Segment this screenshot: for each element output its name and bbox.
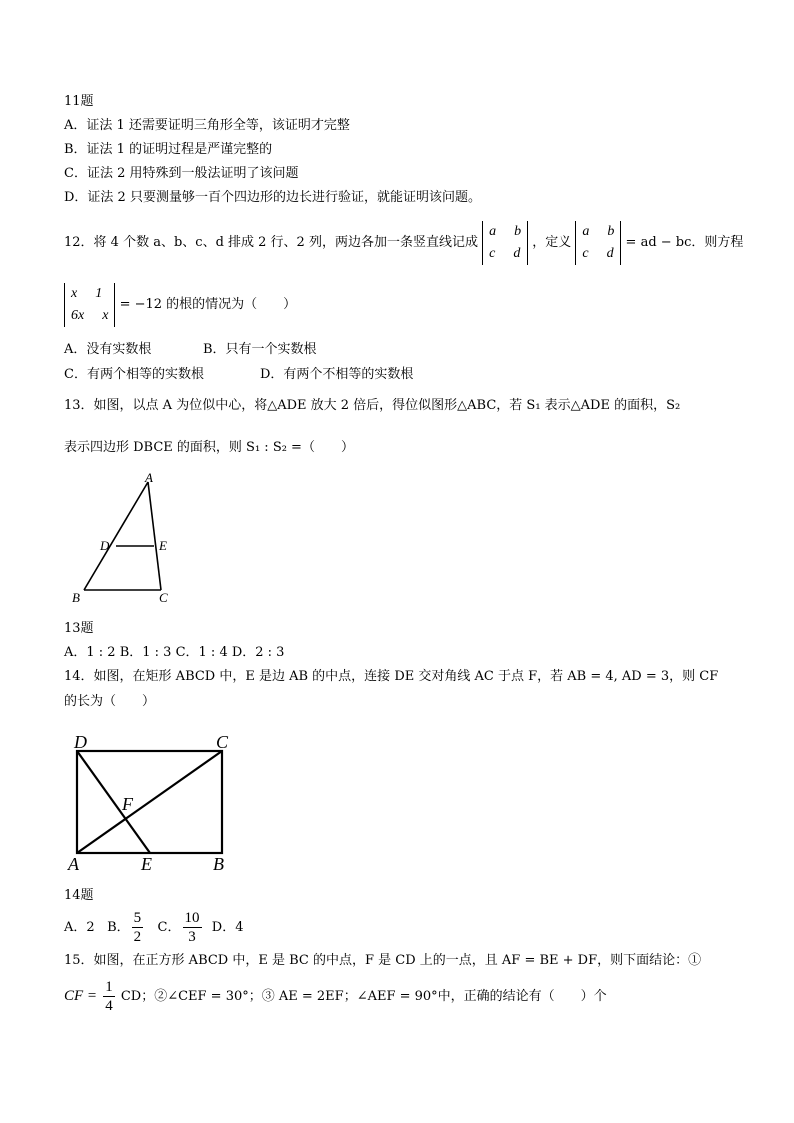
vertex-label-a: A [68, 854, 79, 874]
q13-stem-line2: 表示四边形 DBCE 的面积，则 S₁ : S₂ =（ ） [64, 440, 354, 455]
q15-stem-line2 [64, 976, 607, 1017]
vertex-label-a: A [145, 470, 153, 485]
q12-option-d: D．有两个不相等的实数根 [260, 367, 414, 382]
q13-stem-line1: 13．如图，以点 A 为位似中心，将△ADE 放大 2 倍后，得位似图形△ABC，若 S₁ 表示△ADE 的面积，S₂ [64, 398, 681, 413]
q12-stem-b: ，定义 [532, 235, 572, 250]
q14-option-b: B． [107, 920, 130, 935]
q11-option-b: B．证法 1 的证明过程是严谨完整的 [64, 142, 273, 157]
q14-option-a: A．2 [64, 920, 95, 935]
q14-option-c: C． [157, 920, 181, 935]
vertex-label-f: F [122, 794, 133, 814]
q15-conclusions: CD；②∠CEF = 30°；③ AE = 2EF；∠AEF = 90°中，正确的结论有（ ）个 [120, 989, 607, 1004]
q14-option-b-fraction: $\frac{5}{2}$ [133, 910, 142, 945]
q12-option-c: C．有两个相等的实数根 [64, 367, 204, 382]
q14-options [64, 908, 243, 948]
q14-stem-line1: 14．如图，在矩形 ABCD 中，E 是边 AB 的中点，连接 DE 交对角线 AC 于点 F，若 AB = 4, AD = 3，则 CF [64, 669, 719, 684]
q14-option-d: D．4 [211, 920, 244, 935]
q14-figure [60, 728, 250, 876]
vertex-label-c: C [159, 590, 168, 605]
determinant-equation: x 1 6x x [64, 283, 115, 327]
q15-stem-line1: 15．如图，在正方形 ABCD 中，E 是 BC 的中点，F 是 CD 上的一点，且 AF = BE + DF，则下面结论：① [64, 953, 702, 968]
q12-option-a: A．没有实数根 [64, 342, 152, 357]
determinant-definition: a b c d [575, 221, 621, 265]
determinant-notation: a b c d [482, 221, 528, 265]
q11-option-a: A．证法 1 还需要证明三角形全等，该证明才完整 [64, 118, 350, 133]
q13-label: 13题 [64, 621, 94, 636]
q15-cf-expression: CF = [64, 988, 98, 1004]
q11-option-d: D．证法 2 只要测量够一百个四边形的边长进行验证，就能证明该问题。 [64, 190, 481, 205]
q12-equation [64, 282, 296, 328]
q12-equation-tail: = −12 的根的情况为（ ） [119, 297, 297, 312]
q12-stem [64, 220, 743, 266]
vertex-label-b: B [72, 590, 80, 605]
vertex-label-e: E [159, 538, 167, 553]
q13-figure [62, 470, 192, 610]
q14-stem-line2: 的长为（ ） [64, 694, 156, 709]
q13-options: A．1 : 2 B．1 : 3 C．1 : 4 D．2 : 3 [64, 645, 285, 660]
q12-stem-a: 12．将 4 个数 a、b、c、d 排成 2 行、2 列，两边各加一条竖直线记成 [64, 235, 478, 250]
q11-option-c: C．证法 2 用特殊到一般法证明了该问题 [64, 166, 299, 181]
vertex-label-d: D [100, 538, 110, 553]
vertex-label-c: C [216, 732, 229, 752]
q14-label: 14题 [64, 888, 94, 903]
q14-option-c-fraction: $\frac{10}{3}$ [184, 910, 200, 945]
vertex-label-b: B [213, 854, 224, 874]
vertex-label-e: E [141, 854, 152, 874]
q12-stem-c: = ad − bc．则方程 [625, 235, 744, 250]
q12-option-b: B．只有一个实数根 [203, 342, 317, 357]
vertex-label-d: D [74, 732, 87, 752]
q15-fraction: $\frac{1}{4}$ [105, 979, 113, 1014]
q11-label: 11题 [64, 94, 94, 109]
